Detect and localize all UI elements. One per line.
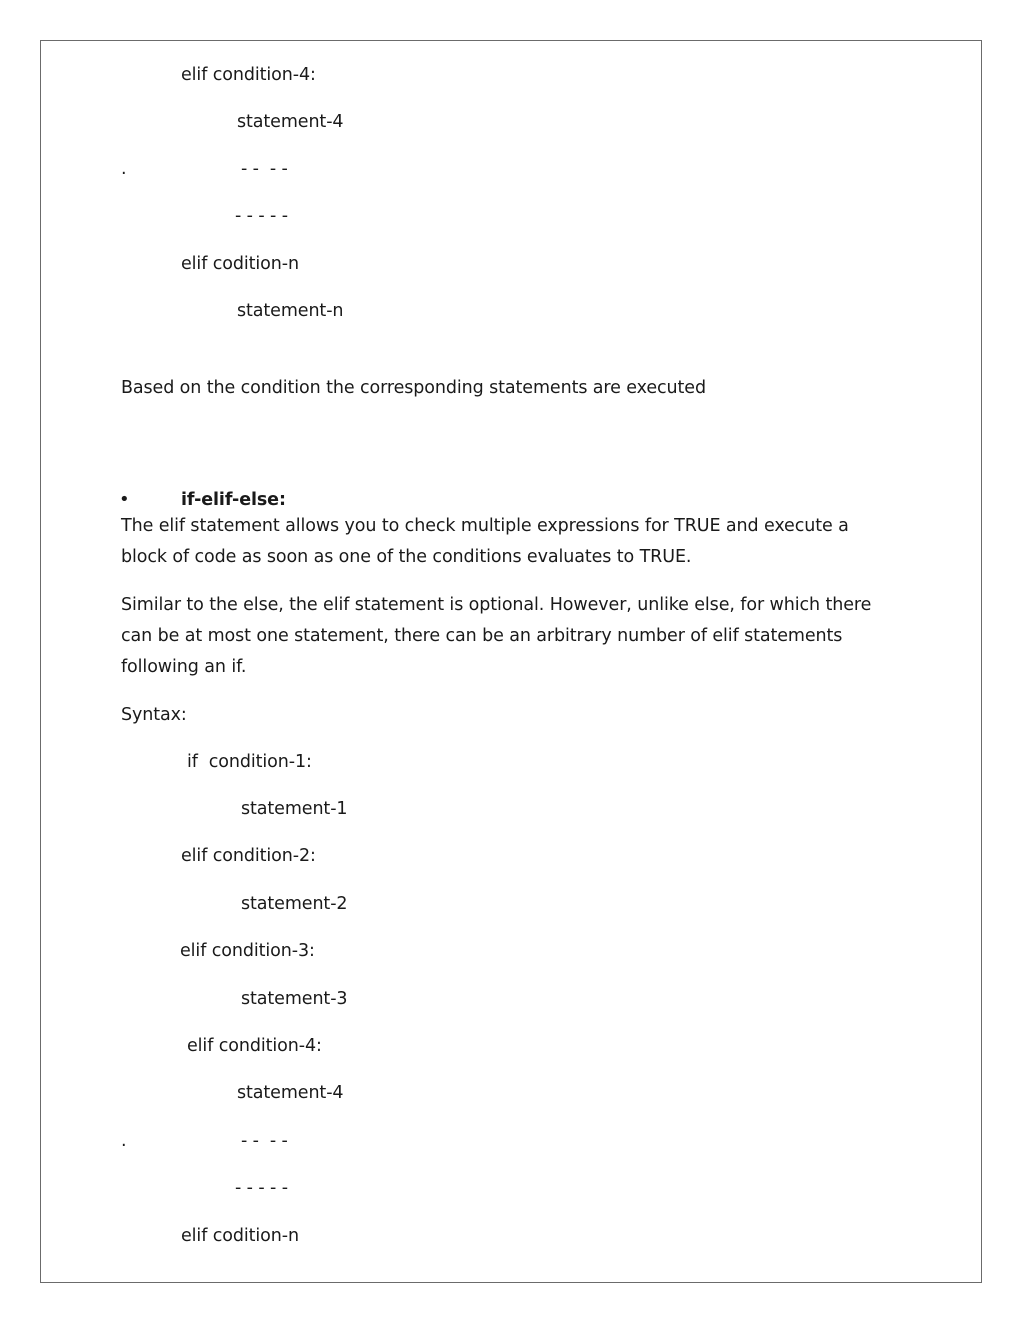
- section-heading: if-elif-else:: [181, 490, 286, 510]
- code-line-elif-condition-n: elif codition-n: [181, 254, 299, 274]
- paragraph-elif-intro: The elif statement allows you to check multiple expressions for TRUE and execute a block of code as soon as one of the conditions evaluates to TRUE.: [121, 516, 849, 567]
- code-line-statement-3: statement-3: [241, 989, 348, 1009]
- code-line-dashes-short: - - - -: [241, 159, 288, 179]
- code-line-elif-condition-n-b: elif codition-n: [181, 1226, 299, 1246]
- summary-text: Based on the condition the corresponding statements are executed: [121, 378, 706, 398]
- syntax-label: Syntax:: [121, 705, 187, 725]
- code-line-if-condition-1: if condition-1:: [187, 752, 312, 772]
- bullet-icon: •: [119, 489, 130, 510]
- code-line-elif-condition-3: elif condition-3:: [180, 941, 315, 961]
- code-line-statement-4: statement-4: [237, 112, 344, 132]
- code-line-statement-2: statement-2: [241, 894, 348, 914]
- code-line-dashes-long: - - - - -: [235, 206, 288, 226]
- paragraph-elif-optional: Similar to the else, the elif statement is optional. However, unlike else, for which there can be at most one statement, there can be an arbitrary number of elif statements following an if.: [121, 595, 872, 677]
- code-line-dashes-long-b: - - - - -: [235, 1178, 288, 1198]
- code-line-statement-4-b: statement-4: [237, 1083, 344, 1103]
- code-line-statement-1: statement-1: [241, 799, 348, 819]
- code-line-dashes-short-b: - - - -: [241, 1131, 288, 1151]
- code-line-elif-condition-4-b: elif condition-4:: [187, 1036, 322, 1056]
- code-line-statement-n: statement-n: [237, 301, 344, 321]
- code-line-elif-condition-2: elif condition-2:: [181, 846, 316, 866]
- code-line-elif-condition-4: elif condition-4:: [181, 65, 316, 85]
- code-line-dot-b: .: [121, 1131, 127, 1151]
- code-line-dot: .: [121, 159, 127, 179]
